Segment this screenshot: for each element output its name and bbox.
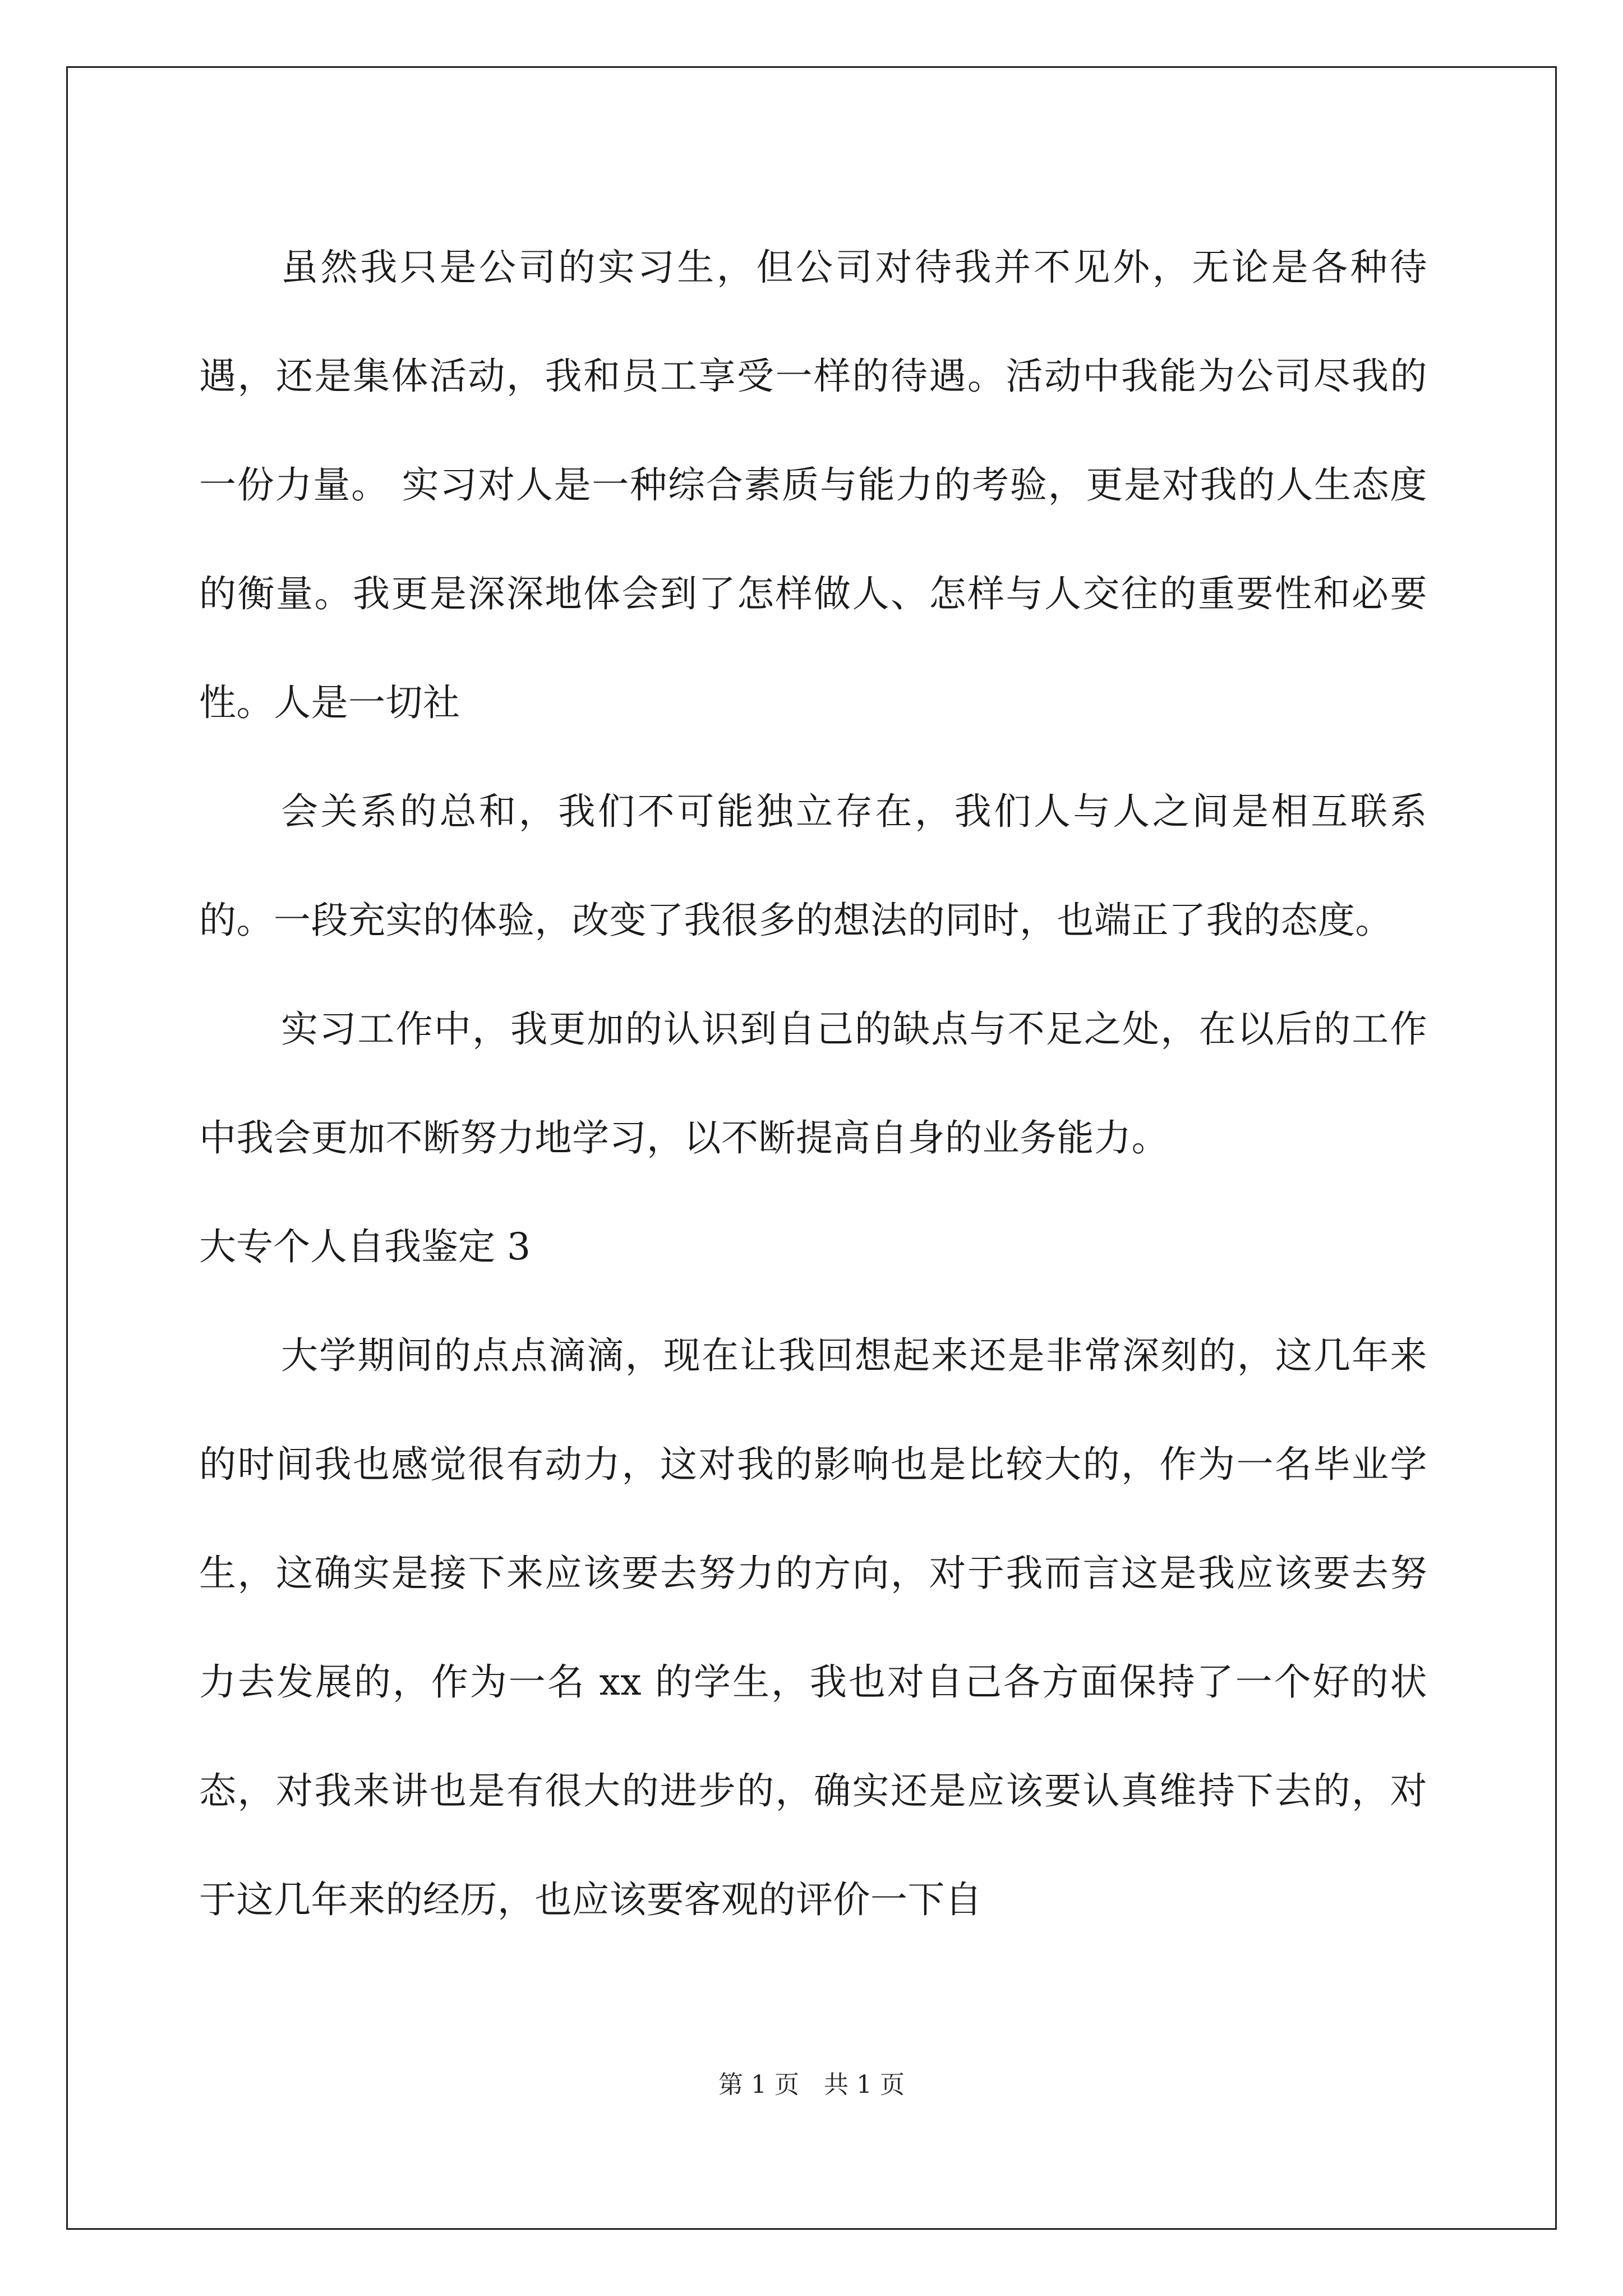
section-heading: 大专个人自我鉴定 3 <box>199 1225 531 1268</box>
paragraph-3: 实习工作中，我更加的认识到自己的缺点与不足之处，在以后的工作中我会更加不断努力地学习，以不断提高自身的业务能力。 <box>199 1007 1427 1159</box>
paragraph-1: 虽然我只是公司的实习生，但公司对待我并不见外，无论是各种待遇，还是集体活动，我和员工享受一样的待遇。活动中我能为公司尽我的一份力量。 实习对人是一种综合素质与能力的考验，更是对我的人生态度的衡量。我更是深深地体会到了怎样做人、怎样与人交往的重要性和必要性。人是一切社 <box>199 246 1427 724</box>
document-body <box>199 213 1427 1954</box>
section-paragraph: 大学期间的点点滴滴，现在让我回想起来还是非常深刻的，这几年来的时间我也感觉很有动力，这对我的影响也是比较大的，作为一名毕业学生，这确实是接下来应该要去努力的方向，对于我而言这是我应该要去努力去发展的，作为一名 xx 的学生，我也对自己各方面保持了一个好的状态，对我来讲也是有很大的进步的，确实还是应该要认真维持下去的，对于这几年来的经历，也应该要客观的评价一下自 <box>199 1334 1427 1921</box>
paragraph-2: 会关系的总和，我们不可能独立存在，我们人与人之间是相互联系的。一段充实的体验，改变了我很多的想法的同时，也端正了我的态度。 <box>199 790 1427 942</box>
page-number-footer: 第 1 页 共 1 页 <box>718 2070 905 2099</box>
